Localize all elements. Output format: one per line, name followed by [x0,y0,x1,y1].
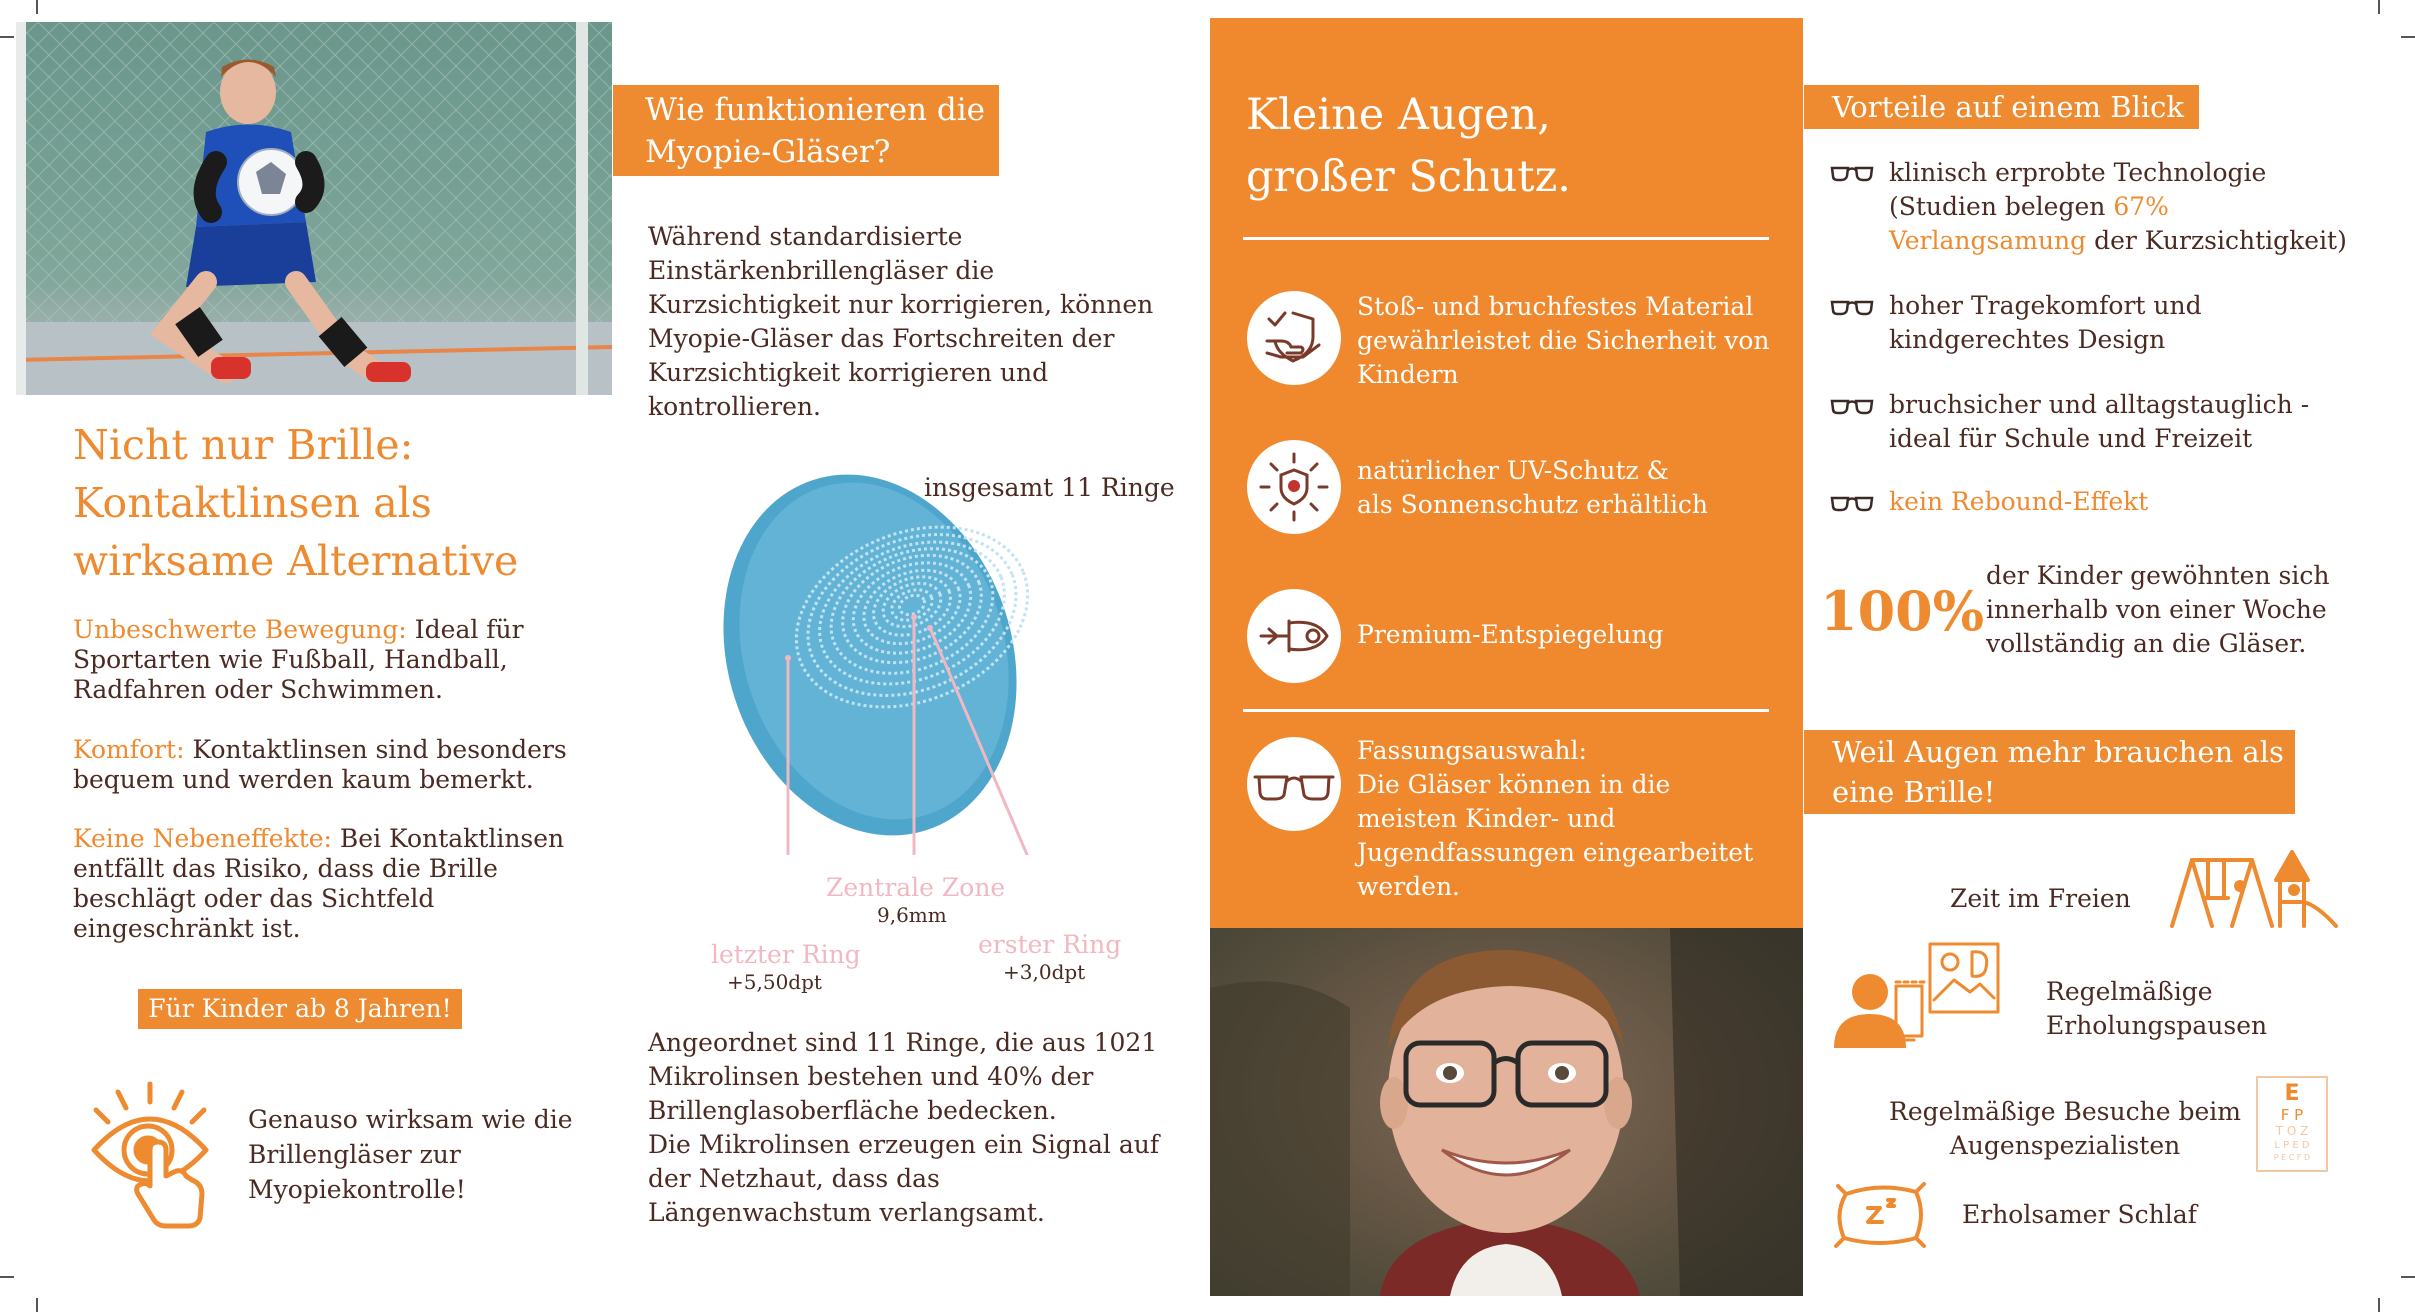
stat-line: innerhalb von einer Woche [1986,595,2327,624]
tips-title-line: eine Brille! [1832,775,1996,809]
chart-row: E [2284,1081,2300,1106]
panel-title-line: Kleine Augen, [1246,90,1551,140]
glasses-icon [1830,298,1874,322]
advantage-line: hoher Tragekomfort und [1889,291,2202,320]
benefit-text: Kontaktlinsen sind besonders bequem und werden kaum bemerkt. [73,735,567,794]
shield-hand-icon [1247,291,1341,385]
chart-row: F P [2280,1106,2304,1124]
outro-line: Brillenglasoberfläche bedecken. [648,1096,1057,1125]
tips-heading [1804,730,2295,814]
glasses-icon [1830,164,1874,188]
advantage-clinical [1889,156,2347,258]
heading-text [645,89,985,173]
panel-divider [1243,237,1769,240]
effect-line: Brillengläser zur [248,1140,461,1169]
total-rings-label: insgesamt 11 Ringe [924,473,1175,502]
age-badge: Für Kinder ab 8 Jahren! [138,989,462,1029]
advantage-highlight: Verlangsamung [1889,226,2087,255]
chart-row: L P E D [2274,1140,2310,1151]
anti-reflect-eye-icon [1247,589,1341,683]
tips-title [1832,732,2284,812]
intro-line: kontrollieren. [648,392,821,421]
advantage-line: ideal für Schule und Freizeit [1889,424,2253,453]
effect-text [248,1102,573,1207]
pillow-icon [1832,1178,1928,1250]
tip-outdoor: Zeit im Freien [1950,884,2131,913]
advantage-comfort [1889,289,2202,357]
benefit-label: Unbeschwerte Bewegung: [73,615,407,644]
stat-text [1986,559,2329,661]
playground-icon [2168,846,2340,928]
glasses-icon [1247,737,1341,831]
feature-line: werden. [1357,872,1460,901]
outro-line: Die Mikrolinsen erzeugen ein Signal auf [648,1130,1160,1159]
eye-chart-icon [2256,1076,2328,1172]
crop-mark [36,1298,38,1312]
benefit-comfort [73,735,593,795]
intro-paragraph [648,220,1208,424]
benefit-text: Ideal für Sportarten wie Fußball, Handball, Radfahren oder Schwimmen. [73,615,524,704]
crop-mark [2401,36,2415,38]
crop-mark [0,1276,14,1278]
feature-line: Stoß- und bruchfestes Material [1357,292,1754,321]
outro-line: Mikrolinsen bestehen und 40% der [648,1062,1094,1091]
advantage-text: der Kurzsichtigkeit) [2086,226,2347,255]
benefit-movement [73,615,573,705]
advantage-line: kindgerechtes Design [1889,325,2166,354]
heading-line: wirksame Alternative [73,537,519,585]
last-ring-label: letzter Ring [711,940,861,969]
soccer-goalkeeper-photo [16,22,612,395]
tip-line: Regelmäßige Besuche beim [1889,1097,2241,1126]
boy-with-glasses-photo [1210,928,1803,1296]
advantage-line: klinisch erprobte Technologie [1889,158,2267,187]
outro-line: Längenwachstum verlangsamt. [648,1198,1045,1227]
glasses-icon [1830,397,1874,421]
feature-line: Die Gläser können in die [1357,770,1671,799]
first-ring-label: erster Ring [978,930,1122,959]
intro-line: Einstärkenbrillengläser die [648,256,995,285]
person-screen-icon [1830,940,2002,1050]
advantages-title: Vorteile auf einem Blick [1832,90,2184,124]
tip-specialist [1889,1095,2241,1163]
feature-line: gewährleistet die Sicherheit von [1357,326,1770,355]
panel-title-line: großer Schutz. [1246,152,1571,202]
crop-mark [2378,1298,2380,1312]
advantage-no-rebound: kein Rebound-Effekt [1889,487,2149,516]
heading-line: Kontaktlinsen als [73,479,432,527]
crop-mark [36,0,38,14]
outro-line: der Netzhaut, dass das [648,1164,940,1193]
advantage-text: (Studien belegen [1889,192,2114,221]
heading-line: Wie funktionieren die [645,92,985,128]
crop-mark [2401,1276,2415,1278]
myopia-lens-diagram [700,455,1040,855]
feature-line: als Sonnenschutz erhältlich [1357,490,1709,519]
tips-title-line: Weil Augen mehr brauchen als [1832,735,2284,769]
stat-line: vollständig an die Gläser. [1986,629,2307,658]
sun-shield-icon [1247,440,1341,534]
panel-title [1246,84,1571,208]
first-ring-value: +3,0dpt [1003,960,1086,984]
benefit-label: Komfort: [73,735,185,764]
outro-line: Angeordnet sind 11 Ringe, die aus 1021 [648,1028,1158,1057]
intro-line: Während standardisierte [648,222,963,251]
center-zone-value: 9,6mm [877,903,947,927]
heading-line: Nicht nur Brille: [73,421,414,469]
chart-row: P E C F D [2273,1153,2311,1162]
feature-uv-text [1357,454,1708,522]
advantages-heading [1804,85,2199,129]
heading-line: Myopie-Gläser? [645,134,891,170]
glasses-icon [1830,494,1874,518]
chart-row: T O Z [2275,1124,2309,1138]
advantage-line: bruchsicher und alltagstauglich - [1889,390,2310,419]
advantage-highlight: 67% [2113,192,2169,221]
center-zone-label: Zentrale Zone [826,873,1006,902]
feature-line: natürlicher UV-Schutz & [1357,456,1669,485]
intro-line: Kurzsichtigkeit korrigieren und [648,358,1049,387]
stat-line: der Kinder gewöhnten sich [1986,561,2330,590]
crop-mark [2378,0,2380,14]
benefit-label: Keine Nebeneffekte: [73,824,332,853]
benefit-no-side-effects [73,824,583,944]
feature-line: Kindern [1357,360,1459,389]
feature-line: Jugendfassungen eingearbeitet [1357,838,1754,867]
effect-line: Myopiekontrolle! [248,1175,466,1204]
feature-line: meisten Kinder- und [1357,804,1616,833]
feature-frames-text [1357,734,1753,904]
benefit-text: Bei Kontaktlinsen entfällt das Risiko, dass die Brille beschlägt oder das Sichtfeld eingeschränkt ist. [73,824,565,943]
panel-divider [1243,709,1769,712]
how-it-works-heading [613,85,999,176]
outro-paragraph [648,1026,1208,1230]
effect-line: Genauso wirksam wie die [248,1105,573,1134]
stat-value: 100% [1820,579,1985,643]
intro-line: Myopie-Gläser das Fortschreiten der [648,324,1115,353]
feature-coating-text: Premium-Entspiegelung [1357,620,1664,649]
advantage-durable [1889,388,2309,456]
eye-touch-icon [88,1080,212,1230]
tip-sleep: Erholsamer Schlaf [1962,1200,2197,1229]
feature-line: Fassungsauswahl: [1357,736,1587,765]
intro-line: Kurzsichtigkeit nur korrigieren, können [648,290,1154,319]
last-ring-value: +5,50dpt [727,970,822,994]
feature-safety-text [1357,290,1769,392]
tip-line: Augenspezialisten [1949,1131,2181,1160]
crop-mark [0,36,14,38]
tip-breaks [2046,975,2267,1043]
contact-lens-heading [73,416,633,590]
tip-line: Erholungspausen [2046,1011,2268,1040]
tip-line: Regelmäßige [2046,977,2213,1006]
